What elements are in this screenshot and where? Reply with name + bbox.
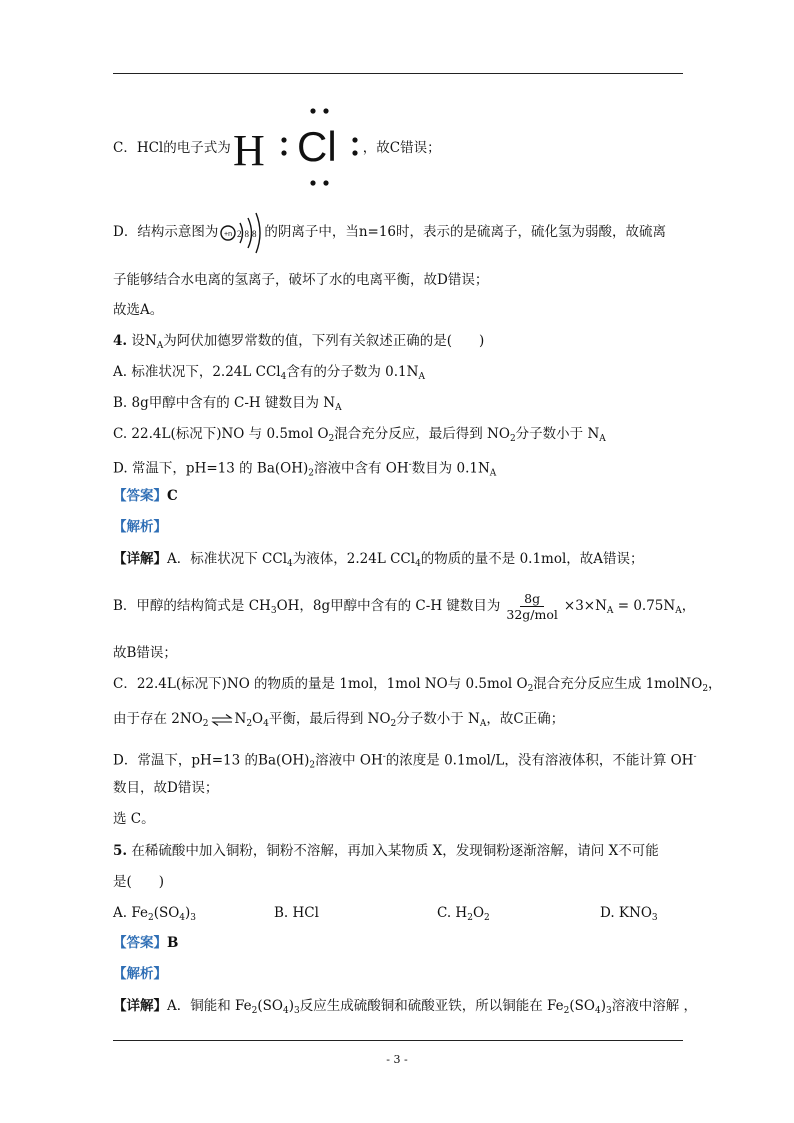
answer-value: B [167,935,179,951]
q4-conclusion [113,809,155,829]
sub: 4 [263,719,269,729]
q5-number: 5. [113,843,128,859]
text: 故B错误； [113,645,177,661]
header-rule [113,73,683,74]
text: A．铜能和 Fe [167,998,252,1014]
sub: 2 [527,684,534,694]
answer-tag: 【答案】 [113,935,167,951]
sub: 2 [390,719,397,729]
text: B. 8g甲醇中含有的 C-H 键数目为 N [113,395,336,411]
ion-structure-diagram [218,209,264,257]
formula-h: H [232,125,265,175]
text: C. 22.4L(标况下)NO 与 0.5mol O [113,426,329,442]
sub: 4 [415,559,421,569]
fraction-denominator: 32g/mol [506,607,558,622]
text: 为液体，2.24L CCl [292,551,416,567]
hcl-electron-formula [231,101,363,197]
q4-answer [113,486,178,506]
sub: 2 [563,1006,570,1016]
text: 混合充分反应，最后得到 NO [334,426,510,442]
text: C．HCl的电子式为 [113,140,231,156]
text: 分子数小于 N [515,426,600,442]
text: 数目为 0.1N [411,460,490,477]
text: ，故C正确； [486,711,565,727]
sub: 2 [251,1006,258,1016]
text: 反应生成硫酸铜和硫酸亚铁，所以铜能在 Fe [299,998,564,1014]
q4-option-a [113,362,425,387]
answer-value: C [167,488,178,504]
text: N [234,711,247,727]
q4-detail-c [113,674,722,699]
sub: 3 [651,913,658,923]
sub: 4 [283,1006,289,1016]
sub: 4 [595,1006,601,1016]
text: D. 常温下，pH=13 的 Ba(OH) [113,460,309,477]
sup: - [693,752,697,762]
sub: 2 [309,760,316,771]
sub: A [156,341,164,351]
sub: 4 [179,913,186,923]
page-number: - 3 - [386,1053,408,1066]
text: 在稀硫酸中加入铜粉，铜粉不溶解，再加入某物质 X，发现铜粉逐渐溶解，请问 X不可能 [131,843,659,859]
text: ， [681,598,696,614]
text: 由于存在 2NO [113,711,203,727]
text: A．标准状况下 CCl [167,551,288,567]
sub: 2 [202,719,209,729]
text: O [472,905,485,921]
text: (SO [257,998,283,1014]
text: OH，8g甲醇中含有的 C-H 键数目为 [276,598,501,614]
text: (SO [153,905,180,921]
sup: - [408,460,412,470]
text: C. H [437,905,468,921]
text: 设N [131,333,157,349]
text: 溶液中含有 OH [314,460,409,477]
sub: A [675,606,682,616]
analysis-tag: 【解析】 [113,966,167,982]
text: 溶液中 OH [315,752,383,769]
sub: A [599,434,606,444]
text: A. Fe [113,905,148,921]
sub: 2 [467,913,473,923]
text: D. KNO [600,905,652,921]
sub: 3 [294,1006,300,1016]
equilibrium-arrow-icon [211,714,233,726]
sub: 4 [280,372,287,382]
footer-rule [113,1040,683,1041]
text: 是( ) [113,874,165,890]
text: 分子数小于 N [396,711,480,727]
text: 混合充分反应生成 1molNO [533,676,703,692]
sub: 2 [484,913,490,923]
q5-stem-2 [113,872,164,892]
q5-detail-a [113,996,697,1021]
text: 含有的分子数为 0.1N [286,364,419,380]
sub: 2 [702,684,709,694]
q4-stem [113,331,484,356]
nucleus-label: +n [224,230,233,238]
line-conclusion-3 [113,300,163,320]
sub: A [479,719,487,729]
q5-option-a [113,903,196,928]
q4-option-c [113,424,606,449]
text: ) [288,998,295,1014]
sub: 2 [246,719,253,729]
sub: 3 [270,606,277,616]
q4-detail-d-2 [113,778,218,798]
fraction-numerator: 8g [520,591,544,607]
text: 溶液中溶解 ， [611,998,698,1014]
text: B．甲醇的结构简式是 CH [113,598,271,614]
q5-option-d [600,903,658,928]
analysis-tag: 【解析】 [113,519,167,535]
q5-stem [113,841,659,861]
sup: - [382,752,386,762]
q4-number: 4. [113,333,128,349]
text: A. 标准状况下，2.24L CCl [113,364,281,380]
text: ， [708,676,722,692]
q4-detail-b-2 [113,643,177,663]
q4-detail-a [113,549,644,574]
sub: 3 [190,913,197,923]
sub: A [489,468,497,479]
q4-option-b [113,393,342,418]
sub: 2 [509,434,516,444]
sub: 3 [606,1006,612,1016]
q4-analysis [113,517,167,537]
q5-option-b [274,903,319,923]
q4-detail-c-2 [113,709,564,734]
text: 为阿伏加德罗常数的值，下列有关叙述正确的是( ) [163,333,485,349]
sub: 2 [308,468,314,479]
q5-option-c [437,903,490,928]
text: 选 C。 [113,811,155,827]
text: 故选A。 [113,302,164,318]
detail-tag: 【详解】 [113,551,167,567]
text: ) [600,998,607,1014]
text: 平衡，最后得到 NO [268,711,391,727]
text: C．22.4L(标况下)NO 的物质的量是 1mol，1mol NO与 0.5mol O [113,676,528,692]
text: O [252,711,264,727]
sub: 4 [287,559,293,569]
text: ) [185,905,191,921]
sub: A [335,403,342,413]
text: 的物质的量不是 0.1mol，故A错误； [420,551,644,567]
q4-detail-b [113,586,695,626]
text: ×3×N [563,598,607,614]
answer-tag: 【答案】 [113,488,167,504]
formula-cl: Cl [296,122,337,170]
text: 的阴离子中，当n=16时，表示的是硫离子，硫化氢为弱酸，故硫离 [264,224,667,240]
text: 的浓度是 0.1mol/L，没有溶液体积，不能计算 OH [385,752,694,769]
text: ，故C错误； [362,140,441,156]
q5-answer [113,933,178,953]
detail-tag: 【详解】 [113,998,167,1014]
fraction [502,591,562,622]
line-d-structure [113,208,666,256]
q5-analysis [113,964,167,984]
line-c-hcl [113,100,441,196]
sub: A [418,372,425,382]
sub: 2 [147,913,154,923]
text: 数目，故D错误； [113,780,219,796]
line-d-2 [113,270,488,290]
text: = 0.75N [613,598,676,614]
text: 子能够结合水电离的氢离子，破坏了水的电离平衡，故D错误； [113,272,489,288]
text: B. HCl [274,905,319,921]
shell-electrons: 288 [237,228,260,239]
sub: A [606,606,614,616]
sub: 2 [328,434,335,444]
q4-detail-d [113,747,697,776]
text: D．常温下，pH=13 的Ba(OH) [113,752,310,769]
text: D．结构示意图为 [113,224,219,240]
q4-option-d [113,455,496,484]
text: (SO [569,998,595,1014]
